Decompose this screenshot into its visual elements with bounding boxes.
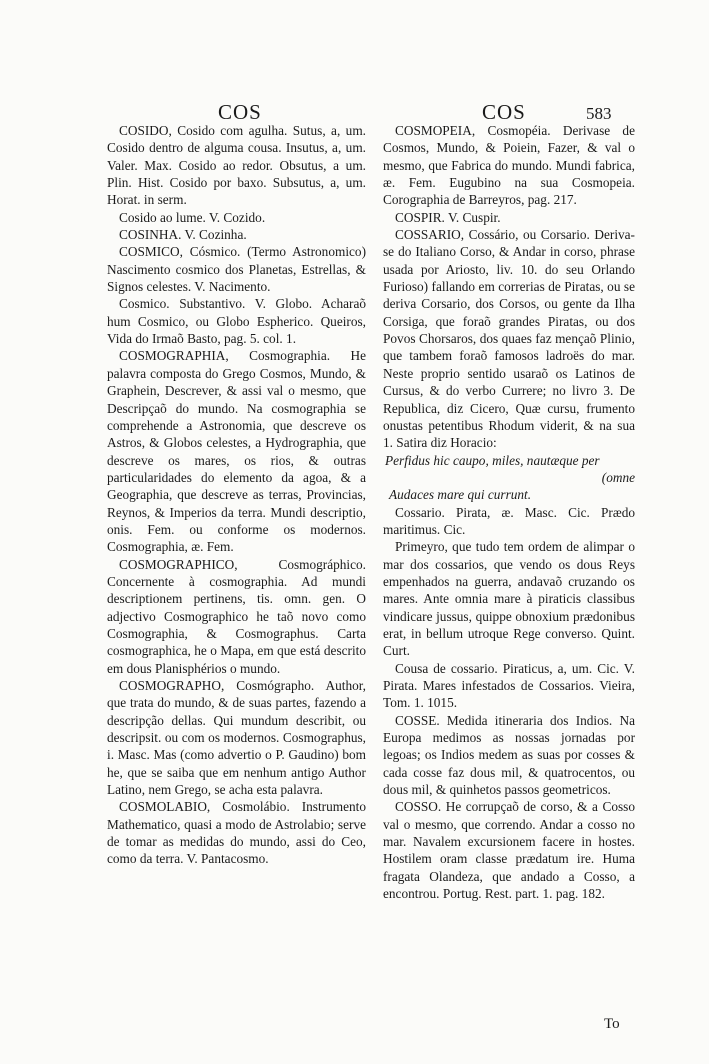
entry-cousa-de-cossario: Cousa de cossario. Piraticus, a, um. Cic. V. Pirata. Mares infestados de Cossarios. Vieira, Tom. 1. 1015. [383,660,635,711]
verse-runover: (omne [601,469,635,485]
entry-cosido-ao-lume: Cosido ao lume. V. Cozido. [119,209,266,225]
entry-cosmico: COSMICO, Cósmico. (Termo Astronomico) Nascimento cosmico dos Planetas, Estrellas, & Signos celestes. V. Nacimento. [107,244,366,295]
running-head-left: COS [218,100,262,124]
entry-cosso: COSSO. He corrupçaõ de corso, & a Cosso val o mesmo, que correndo. Andar a cosso no mar. Navalem excursionem facere in hostes. Hostilem oram classe prædatum ire. Huma fragata Olandeza, que andado a Cosso, a encontrou. Portug. Rest. part. 1. pag. 182. [383,799,635,902]
page-number: 583 [586,104,612,123]
catchword: To [604,1016,620,1032]
entry-cossario: COSSARIO, Cossário, ou Corsario. Deriva-se do Italiano Corso, & Andar in corso, phrase usada por Ariosto, liv. 10. do seu Orlando Furioso) fallando em correrias de Piratas, ou se deriva Corsario, dos Corsos, ou gente da Ilha Corsiga, que foraõ grandes Piratas, ou dos Povos Chorsaros, dos quaes faz mençaõ Plinio, que tambem foraõ famosos ladroës do mar. Neste proprio sentido usaraõ os Latinos de Cursus, & do verbo Currere; no livro 3. De Republica, diz Cicero, Quæ cursu, frumento onustas petentibus Rhodum viderit, & na sua 1. Satira diz Horacio: [383,227,635,451]
verse-line-1: Perfidus hic caupo, miles, nautæque per [385,452,600,468]
right-column [383,122,635,902]
left-column [107,122,366,868]
entry-cospir: COSPIR. V. Cuspir. [395,209,501,225]
entry-cosse: COSSE. Medida itineraria dos Indios. Na Europa medimos as nossas jornadas por legoas; os Indios medem as suas por cosses & cada cosse faz dous mil, & quatrocentos, ou dous mil, & quinhetos passos geometricos. [383,712,635,798]
entry-cosmolabio: COSMOLABIO, Cosmolábio. Instrumento Mathematico, quasi a modo de Astrolabio; serve de tomar as medidas do mundo, assi do Ceo, como da terra. V. Pantacosmo. [107,799,366,867]
entry-cosmico-substantivo: Cosmico. Substantivo. V. Globo. Acharaõ hum Cosmico, ou Globo Espherico. Queiros, Vida do Irmaõ Basto, pag. 5. col. 1. [107,296,366,347]
entry-cosmographico: COSMOGRAPHICO, Cosmográphico. Concernente à cosmographia. Ad mundi descriptionem pertinens, tis. omn. gen. O adjectivo Cosmographico he taõ novo como Cosmographia, & Cosmographus. Carta cosmographica, he o Mapa, em que está descrito em dous Planisphérios o mundo. [107,556,366,676]
entry-cosmopeia: COSMOPEIA, Cosmopéia. Derivase de Cosmos, Mundo, & Poiein, Fazer, & val o mesmo, que Fabrica do mundo. Mundi fabrica, æ. Fem. Eugubino na sua Cosmopeia. Corographia de Barreyros, pag. 217. [383,123,635,208]
entry-cosinha: COSINHA. V. Cozinha. [119,227,247,243]
entry-primeyro: Primeyro, que tudo tem ordem de alimpar o mar dos cossarios, que vendo os dous Reys empenhados na guerra, andavaõ cruzando os mares. Ante omnia mare à piraticis classibus vindicare jussus, quippe obnoxium prædonibus erat, in bellum utroque Rege converso. Quint. Curt. [383,539,635,659]
entry-cosido: COSIDO, Cosido com agulha. Sutus, a, um. Cosido dentro de alguma cousa. Insutus, a, um. Valer. Max. Cosido ao redor. Obsutus, a um. Plin. Hist. Cosido por baxo. Subsutus, a, um. Horat. in serm. [107,123,366,208]
entry-cosmographo: COSMOGRAPHO, Cosmógrapho. Author, que trata do mundo, & de suas partes, fazendo a descripção dellas. Qui mundum describit, ou descripsit. ou com os modernos. Cosmographus, i. Masc. Mas (como advertio o P. Gaudino) bom he, que se saiba que em nenhum antigo Author Latino, nem Grego, se acha esta palavra. [107,678,366,798]
verse-line-2: Audaces mare qui currunt. [389,487,532,503]
entry-cosmographia: COSMOGRAPHIA, Cosmographia. He palavra composta do Grego Cosmos, Mundo, & Graphein, Descrever, & assi val o mesmo, que Descripçaõ do mundo. Na cosmographia se comprehende a Astronomia, que descreve os Astros, & Globos celestes, a Hydrographia, que descreve os mares, os rios, & outras particularidades do elemento da agoa, & a Geographia, que descreve as terras, Provincias, Reynos, & Imperios da terra. Mundi descriptio, onis. Fem. ou conforme os modernos. Cosmographia, æ. Fem. [107,348,366,555]
entry-cossario-pirata: Cossario. Pirata, æ. Masc. Cic. Prædo maritimus. Cic. [383,504,635,537]
running-head-right: COS [482,100,526,124]
